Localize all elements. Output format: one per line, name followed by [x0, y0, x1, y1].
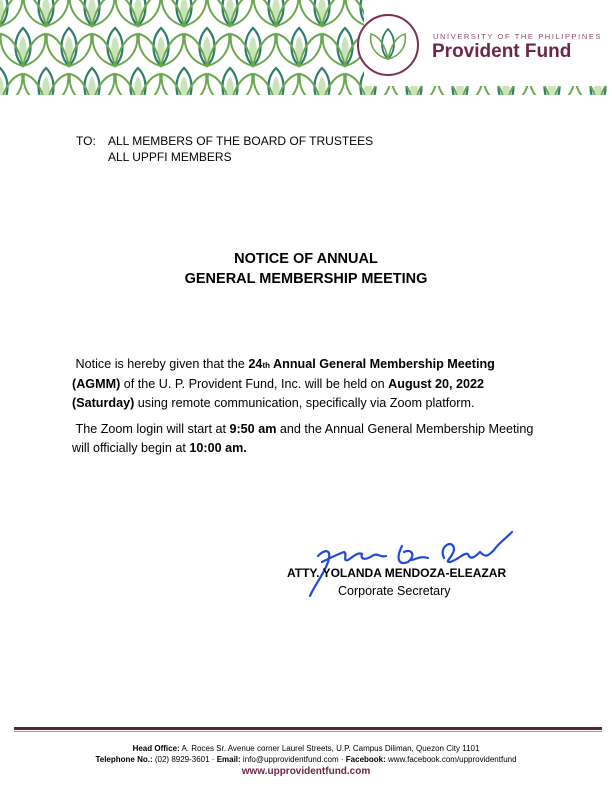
- facebook-label: Facebook:: [345, 755, 386, 764]
- signatory-title: Corporate Secretary: [338, 584, 451, 598]
- header-banner: [0, 0, 612, 95]
- footer-divider: [14, 727, 602, 730]
- p1-text-1: Notice is hereby given that the: [75, 357, 249, 371]
- website-link[interactable]: www.upprovidentfund.com: [241, 766, 371, 777]
- notice-paragraph-1: [72, 355, 542, 413]
- head-office-label: Head Office:: [132, 744, 180, 753]
- p2-start-time: 10:00 am.: [189, 441, 247, 455]
- telephone-number: (02) 8929-3601 ·: [152, 755, 217, 764]
- title-line-1: NOTICE OF ANNUAL: [234, 251, 378, 267]
- memo-recipients: [76, 133, 373, 165]
- signatory-name: ATTY. YOLANDA MENDOZA-ELEAZAR: [287, 566, 507, 580]
- logo-provident-fund-text: Provident Fund: [432, 41, 572, 62]
- recipient-line-2: ALL UPPFI MEMBERS: [108, 150, 232, 164]
- notice-title: [0, 249, 612, 289]
- head-office-address: A. Roces Sr. Avenue corner Laurel Streets, U.P. Campus Diliman, Quezon City 1101: [179, 744, 480, 753]
- p2-login-time: 9:50 am: [229, 422, 277, 436]
- lotus-logo-icon: [365, 22, 411, 68]
- notice-paragraph-2: [72, 420, 542, 458]
- email-label: Email:: [216, 755, 241, 764]
- footer: [0, 743, 612, 779]
- title-line-2: GENERAL MEMBERSHIP MEETING: [184, 271, 428, 287]
- telephone-label: Telephone No.:: [95, 755, 153, 764]
- footer-contact-line: [0, 754, 612, 765]
- p1-ordinal-suffix: th: [262, 361, 270, 370]
- email-address[interactable]: info@upprovidentfund.com ·: [240, 755, 346, 764]
- to-label: TO:: [76, 134, 96, 148]
- p1-ordinal-number: 24: [248, 357, 263, 371]
- p2-text-2: and the Annual General Membership Meeting will officially begin at: [72, 422, 534, 455]
- facebook-link[interactable]: www.facebook.com/upprovidentfund: [385, 755, 517, 764]
- p1-meeting-name: Annual General Membership Meeting (AGMM): [72, 357, 495, 391]
- p1-text-2: of the U. P. Provident Fund, Inc. will be held on: [120, 377, 389, 391]
- footer-address-line: [0, 743, 612, 754]
- p1-text-3: using remote communication, specifically via Zoom platform.: [134, 396, 475, 410]
- p1-meeting-date: August 20, 2022 (Saturday): [72, 377, 485, 410]
- logo-university-text: UNIVERSITY OF THE PHILIPPINES: [433, 32, 603, 41]
- recipient-line-1: ALL MEMBERS OF THE BOARD OF TRUSTEES: [108, 134, 374, 148]
- logo-emblem: [357, 14, 419, 76]
- p2-text-1: The Zoom login will start at: [75, 422, 230, 436]
- footer-divider-thin: [14, 731, 602, 732]
